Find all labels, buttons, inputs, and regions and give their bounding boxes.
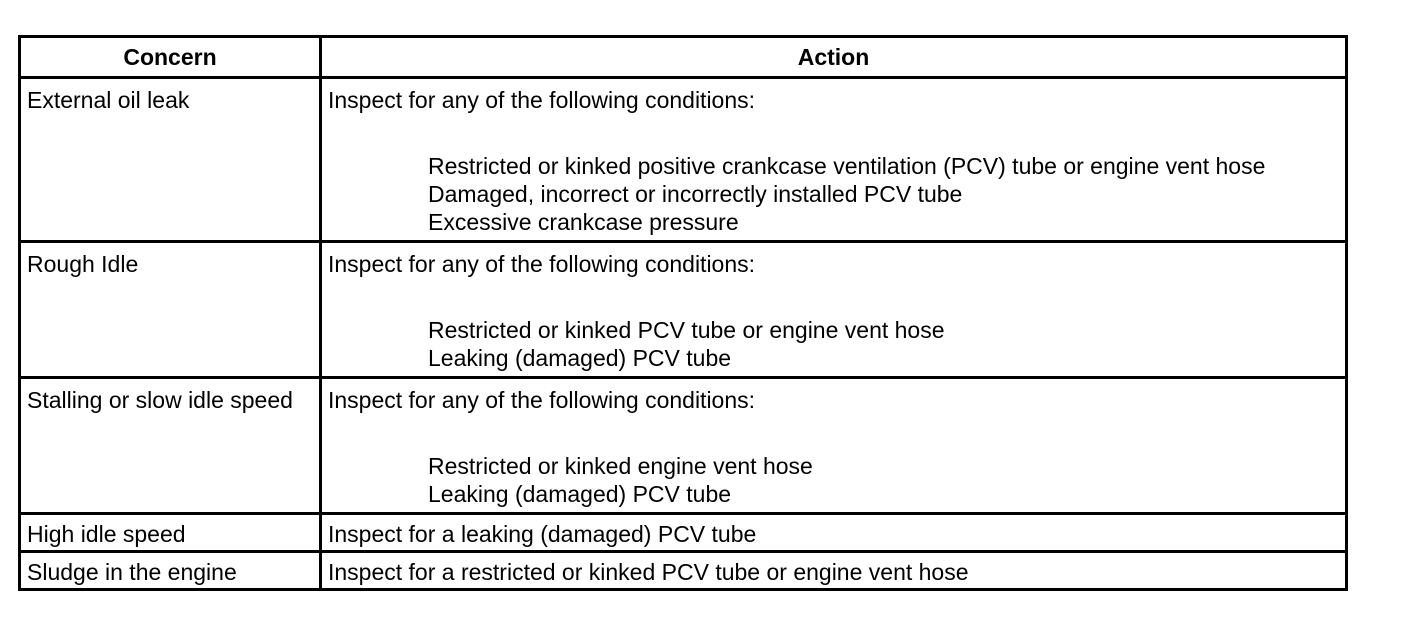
concern-text: Rough Idle: [27, 251, 139, 277]
action-cell-content: [322, 243, 1345, 372]
condition-item: Restricted or kinked PCV tube or engine vent hose: [428, 317, 945, 343]
condition-item: Restricted or kinked engine vent hose: [428, 453, 813, 479]
action-cell: [321, 552, 1347, 590]
concern-cell: [20, 552, 321, 590]
action-text: Inspect for a leaking (damaged) PCV tube: [328, 521, 757, 547]
concern-text: External oil leak: [27, 87, 190, 113]
condition-item: Leaking (damaged) PCV tube: [428, 345, 732, 371]
action-text: Inspect for a restricted or kinked PCV tube or engine vent hose: [328, 559, 969, 585]
concern-text: Stalling or slow idle speed: [27, 387, 293, 413]
concern-cell: [20, 378, 321, 514]
action-cell: [321, 78, 1347, 242]
concern-text: Sludge in the engine: [27, 559, 237, 585]
concern-cell: [20, 242, 321, 378]
table-row: [20, 242, 1347, 378]
condition-list: [328, 316, 1345, 372]
action-cell: [321, 514, 1347, 552]
action-cell: [321, 242, 1347, 378]
concern-text: High idle speed: [27, 521, 186, 547]
table-row: [20, 552, 1347, 590]
table-row: [20, 378, 1347, 514]
concern-cell: [20, 78, 321, 242]
concern-column-header: Concern: [20, 37, 321, 78]
action-cell: [321, 378, 1347, 514]
condition-list: [328, 452, 1345, 508]
condition-list: [328, 152, 1345, 236]
condition-item: Damaged, incorrect or incorrectly installed PCV tube: [428, 181, 963, 207]
diagnostic-table: [18, 35, 1348, 591]
table-row: [20, 78, 1347, 242]
action-text: Inspect for any of the following conditions:: [328, 387, 756, 413]
condition-item: Restricted or kinked positive crankcase ventilation (PCV) tube or engine vent hose: [428, 153, 1266, 179]
condition-item: Excessive crankcase pressure: [428, 209, 739, 235]
action-text: Inspect for any of the following conditions:: [328, 251, 756, 277]
action-cell-content: [322, 379, 1345, 508]
table-row: [20, 514, 1347, 552]
action-column-header: Action: [321, 37, 1347, 78]
table-header-row: [20, 37, 1347, 78]
concern-cell: [20, 514, 321, 552]
condition-item: Leaking (damaged) PCV tube: [428, 481, 732, 507]
action-cell-content: [322, 79, 1345, 236]
action-text: Inspect for any of the following conditions:: [328, 87, 756, 113]
